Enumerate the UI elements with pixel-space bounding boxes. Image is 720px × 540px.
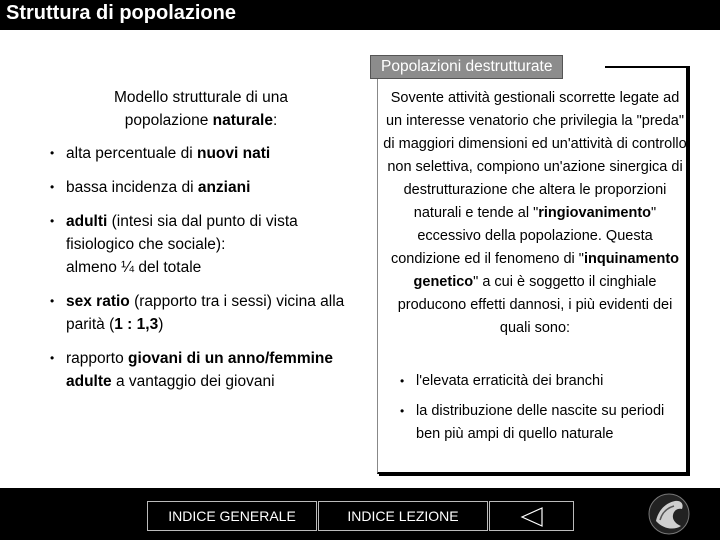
list-item xyxy=(400,370,680,393)
destructured-paragraph xyxy=(382,87,688,340)
para-part3: " a cui è soggetto il cinghiale producono effetti dannosi, i più evidenti dei quali sono: xyxy=(397,274,673,336)
destructured-label: Popolazioni destrutturate xyxy=(370,55,563,79)
list-item xyxy=(48,290,348,336)
b3-bold: adulti xyxy=(66,213,108,230)
general-index-button[interactable]: INDICE GENERALE xyxy=(147,501,317,531)
intro-line2-colon: : xyxy=(272,112,278,129)
back-button[interactable] xyxy=(489,501,574,531)
b3-line3: almeno ¼ del totale xyxy=(66,259,202,276)
intro-line2-bold: naturale xyxy=(212,112,273,129)
list-item xyxy=(48,142,348,165)
b4-text: (rapporto tra i sessi) vicina alla parità ( xyxy=(66,293,345,333)
para-bold1: ringiovanimento xyxy=(538,205,652,221)
bullet-icon: • xyxy=(50,180,55,194)
bullet-icon: • xyxy=(400,374,405,388)
list-item xyxy=(48,210,348,279)
b5-bold: giovani di un anno/femmine adulte xyxy=(66,350,334,390)
lesson-index-button[interactable]: INDICE LEZIONE xyxy=(318,501,488,531)
bullet-icon: • xyxy=(50,146,55,160)
intro-line2-text: popolazione xyxy=(124,112,213,129)
b5-post: a vantaggio dei giovani xyxy=(111,373,275,390)
b2-bold: anziani xyxy=(197,179,251,196)
para-part1: Sovente attività gestionali scorrette legate ad un interesse venatorio che privilegia la "preda" di maggiori dimensioni ed un'attività di controllo non selettiva, compiono un'azione sinergica di destrutturazione che altera le proporzioni naturali e tende al " xyxy=(383,90,687,221)
para-bold2: inquinamento genetico xyxy=(413,251,680,290)
intro-line1: Modello strutturale di una xyxy=(113,89,289,106)
b4-ratio: 1 : 1,3 xyxy=(114,316,159,333)
b1-bold: nuovi nati xyxy=(196,145,271,162)
page-title: Struttura di popolazione xyxy=(6,2,236,24)
para-part2: " eccessivo della popolazione. Questa condizione ed il fenomeno di " xyxy=(390,205,657,267)
b1-text: alta percentuale di xyxy=(66,145,197,162)
natural-model-column xyxy=(48,86,348,404)
b5-text: rapporto xyxy=(66,350,129,367)
list-item xyxy=(48,176,348,199)
title-bar xyxy=(0,0,720,30)
boar-logo-icon xyxy=(648,493,690,535)
destructured-list xyxy=(400,370,680,453)
box-top-border xyxy=(605,66,690,68)
bullet-icon: • xyxy=(50,214,55,228)
bullet-icon: • xyxy=(50,351,55,365)
back-arrow-icon xyxy=(520,507,544,527)
natural-model-intro xyxy=(48,86,348,132)
list-item xyxy=(48,347,348,393)
list-item xyxy=(400,400,680,446)
natural-model-list xyxy=(48,142,348,393)
b3-text: (intesi sia dal punto di vista fisiologico che sociale): xyxy=(66,213,298,253)
footer-bar xyxy=(0,488,720,540)
b4-end: ) xyxy=(158,316,164,333)
rb1-text: l'elevata erraticità dei branchi xyxy=(416,373,604,389)
rb2-text: la distribuzione delle nascite su periodi ben più ampi di quello naturale xyxy=(416,403,665,442)
bullet-icon: • xyxy=(400,404,405,418)
b4-bold: sex ratio xyxy=(66,293,130,310)
bullet-icon: • xyxy=(50,294,55,308)
b2-text: bassa incidenza di xyxy=(66,179,198,196)
